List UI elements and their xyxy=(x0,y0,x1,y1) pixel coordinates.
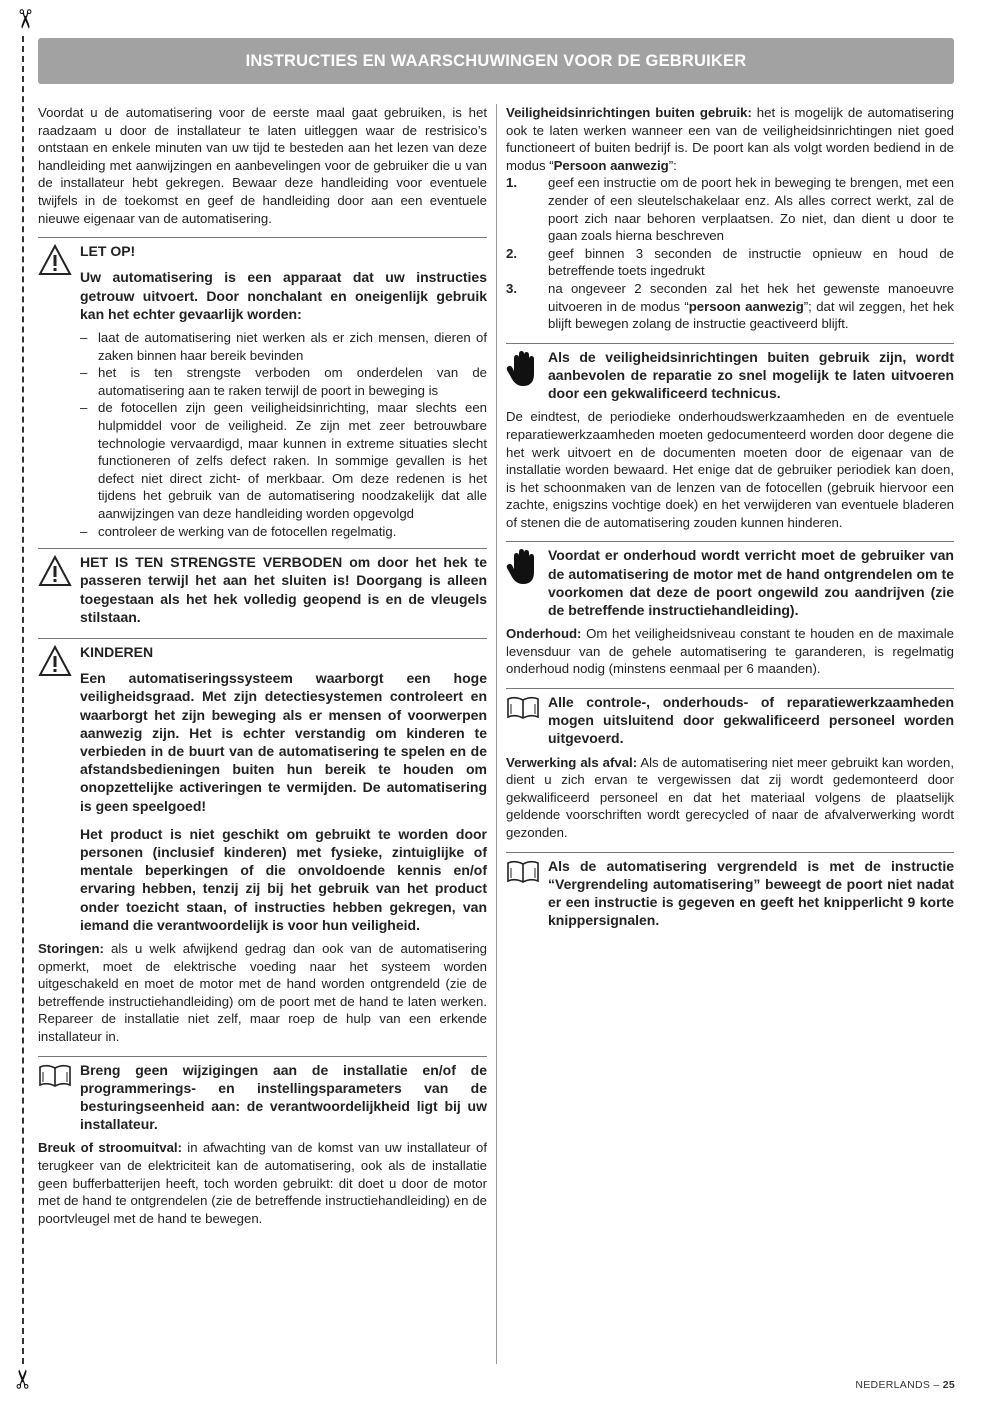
warning-title: LET OP! xyxy=(80,243,136,260)
right-column xyxy=(506,104,954,935)
afval-text: Als de automatisering niet meer gebruikt kan worden, dient u zich ervan te vergewissen dat zij wordt gedemonteerd door gekwalificeerd personeel en dat het materiaal volgens de plaatselijk geldende voorschriften wordt gerecycled of naar de afvalverwerking wordt gezonden. xyxy=(506,754,954,841)
onderhoud-text: Om het veiligheidsniveau constant te houden en de maximale levensduur van de gehele automatisering te garanderen, is regelmatig onderhoud nodig (minstens eenmaal per 6 maanden). xyxy=(506,626,954,677)
list-item xyxy=(506,280,954,333)
storingen-paragraph xyxy=(38,940,487,1046)
open-book-icon xyxy=(506,695,540,721)
safety-list xyxy=(80,329,487,540)
afval-paragraph xyxy=(506,754,954,842)
page-title: INSTRUCTIES EN WAARSCHUWINGEN VOOR DE GEBRUIKER xyxy=(38,38,954,84)
hand-notice-reparatie xyxy=(506,343,954,403)
book-notice-vergrendeld xyxy=(506,852,954,930)
mode-label: Persoon aanwezig xyxy=(553,157,669,173)
veiligheid-text: het is mogelijk de automatisering ook te laten werken wanneer een van de veiligheidsinrichtingen niet goed functioneert of buiten bedrijf is. De poort kan als volgt worden bediend in de modus “ xyxy=(506,105,954,173)
footer-language: NEDERLANDS – xyxy=(855,1379,943,1391)
step-number: 2. xyxy=(506,245,517,261)
stop-hand-icon xyxy=(506,548,540,586)
warning-notice-letop xyxy=(38,237,487,323)
scissors-icon: ✂ xyxy=(9,8,39,30)
book-notice-breng xyxy=(38,1056,487,1134)
onderhoud-paragraph xyxy=(506,625,954,678)
step-text: geef een instructie om de poort hek in beweging te brengen, met een zender of een sleutelschakelaar enz. Als alles correct werkt, zal de poort zich naar behoren verplaatsen. Zo niet, dan dient u door te gaan zoals hierna beschreven xyxy=(548,175,954,244)
notice-text: Als de veiligheidsinrichtingen buiten gebruik zijn, wordt aanbevolen de reparatie zo snel mogelijk te laten uitvoeren door een gekwalificeerd technicus. xyxy=(548,348,954,402)
step-text-bold: persoon aanwezig xyxy=(688,298,804,314)
notice-text: Als de automatisering vergrendeld is met de instructie “Vergrendeling automatisering” beweegt de poort niet nadat er een instructie is gegeven en geeft het knipperlicht 9 korte knippersignalen. xyxy=(548,857,954,929)
list-item xyxy=(506,174,954,244)
step-text xyxy=(548,280,954,333)
warning-title: KINDEREN xyxy=(80,643,154,660)
step-text-post: ”; dat wil zeggen, het hek blijft bewegen zolang de instructie geactiveerd blijft. xyxy=(548,298,954,332)
eindtest-paragraph: De eindtest, de periodieke onderhoudswerkzaamheden en de eventuele reparatiewerkzaamheden moeten gedocumenteerd worden door degene die het werk uitvoert en de documenten moeten door de eigenaar van de installatie worden bewaard. Het enige dat de gebruiker periodiek kan doen, is het schoonmaken van de lenzen van de fotocellen (gebruik hiervoor een zachte, enigszins vochtige doek) en het verwijderen van eventuele bladeren of stenen die de automatisering zouden kunnen hinderen. xyxy=(506,409,954,530)
step-number: 3. xyxy=(506,280,517,296)
veiligheid-text-end: ”: xyxy=(668,157,677,173)
breuk-label: Breuk of stroomuitval: xyxy=(38,1140,182,1156)
veiligheid-label: Veiligheidsinrichtingen buiten gebruik: xyxy=(506,105,752,120)
open-book-icon xyxy=(506,859,540,885)
book-notice-controle xyxy=(506,688,954,748)
warning-text: Een automatiseringssysteem waarborgt een hoge veiligheidsgraad. Met zijn detectiesystemen controleert en waarborgt het zijn beweging als er mensen of voorwerpen aanwezig zijn. Het is echter verstandig om kinderen te verbieden in de buurt van de automatisering te spelen en de afstandsbedieningen buiten hun bereik te houden om onopzettelijke activeringen te vermijden. De automatisering is geen speelgoed! xyxy=(80,670,487,814)
page-number: 25 xyxy=(942,1379,955,1391)
list-item: – het is ten strengste verboden om onderdelen van de automatisering aan te raken terwijl de poort in beweging is xyxy=(80,364,487,399)
page-footer xyxy=(855,1379,955,1391)
stop-hand-icon xyxy=(506,350,540,388)
warning-notice-kinderen xyxy=(38,638,487,934)
notice-text: Voordat er onderhoud wordt verricht moet de gebruiker van de automatisering de motor met de hand ontgrendelen om te voorkomen dat deze de poort ongewild zou aandrijven (zie de betreffende instructiehandleiding). xyxy=(548,547,954,619)
notice-text: Alle controle-, onderhouds- of reparatiewerkzaamheden mogen uitsluitend door gekwalificeerd personeel worden uitgevoerd. xyxy=(548,694,954,747)
list-item xyxy=(506,245,954,280)
storingen-text: als u welk afwijkend gedrag dan ook van de automatisering opmerkt, moet de elektrische voeding naar het systeem worden uitgeschakeld en moet de motor met de hand worden ontgrendeld (zie de betreffende instructiehandleiding) om de poort met de hand te laten werken. Repareer de installatie niet zelf, maar roep de hulp van een erkende installateur in. xyxy=(38,940,487,1044)
intro-paragraph: Voordat u de automatisering voor de eerste maal gaat gebruiken, is het raadzaam u door de installateur te laten uitleggen waar de restrisico’s ontstaan en enkele minuten van uw tijd te besteden aan het lezen van deze handleiding met aanwijzingen en aanbevelingen voor de gebruiker die u van de installateur hebt gekregen. Bewaar deze handleiding voor eventuele twijfels in de toekomst en geef de handleiding door aan een eventuele nieuwe eigenaar van de automatisering. xyxy=(38,105,487,226)
step-text: geef binnen 3 seconden de instructie opnieuw en houd de betreffende toets ingedrukt xyxy=(548,245,954,279)
breuk-text: in afwachting van de komst van uw installateur of terugkeer van de elektriciteit kan de automatisering, ook als de installatie geen bufferbatterijen heeft, toch worden gebruikt: dit doet u door de motor met de hand te ontgrendelen (zie de betreffende instructiehandleiding) en de poortvleugel met de hand te bewegen. xyxy=(38,1140,488,1226)
hand-notice-voordat xyxy=(506,541,954,619)
step-number: 1. xyxy=(506,175,517,191)
steps-list xyxy=(506,174,954,332)
column-divider xyxy=(496,104,497,1364)
breuk-paragraph xyxy=(38,1139,487,1227)
left-column xyxy=(38,104,487,1227)
list-item: – de fotocellen zijn geen veiligheidsinrichting, maar slechts een hulpmiddel voor de veiligheid. Ze zijn met zeer betrouwbare technologie vervaardigd, maar kunnen in extreme situaties slecht functioneren of zelfs defect raken. In sommige gevallen is het defect niet direct zicht- of merkbaar. Om deze redenen is het tijdens het gebruik van de automatisering noodzakelijk dat alle aanwijzingen van deze handleiding worden opgevolgd xyxy=(80,399,487,522)
warning-triangle-icon xyxy=(38,244,72,276)
open-book-icon xyxy=(38,1063,72,1089)
list-item: – controleer de werking van de fotocellen regelmatig. xyxy=(80,523,487,541)
scissors-icon: ✂ xyxy=(9,1368,39,1390)
cut-line xyxy=(22,36,24,1364)
warning-triangle-icon xyxy=(38,645,72,677)
storingen-label: Storingen: xyxy=(38,940,104,956)
list-item: – laat de automatisering niet werken als er zich mensen, dieren of zaken binnen haar bereik bevinden xyxy=(80,329,487,364)
veiligheid-paragraph xyxy=(506,104,954,174)
warning-triangle-icon xyxy=(38,555,72,587)
warning-text: Uw automatisering is een apparaat dat uw instructies getrouw uitvoert. Door nonchalant en oneigenlijk gebruik kan het echter gevaarlijk worden: xyxy=(80,269,487,322)
afval-label: Verwerking als afval: xyxy=(506,754,638,770)
onderhoud-label: Onderhoud: xyxy=(506,626,582,642)
notice-text: Breng geen wijzigingen aan de installatie en/of de programmerings- en instellingsparameters van de besturingseenheid aan: de verantwoordelijkheid ligt bij uw installateur. xyxy=(80,1061,487,1133)
step-text-pre: na ongeveer 2 seconden zal het hek het gewenste manoeuvre uitvoeren in de modus “ xyxy=(548,280,954,314)
warning-text: HET IS TEN STRENGSTE VERBODEN om door het hek te passeren terwijl het aan het sluiten is! Doorgang is alleen toegestaan als het hek volledig geopend is en de vleugels stilstaan. xyxy=(80,554,487,625)
warning-text: Het product is niet geschikt om gebruikt te worden door personen (inclusief kinderen) met fysieke, zintuiglijke of mentale beperkingen of die onvoldoende kennis en/of ervaring hebben, tenzij zij bij het gebruik van het product onder toezicht staan, of instructies hebben gekregen, van iemand die verantwoordelijk is voor hun veiligheid. xyxy=(80,825,487,933)
warning-notice-verboden xyxy=(38,548,487,626)
